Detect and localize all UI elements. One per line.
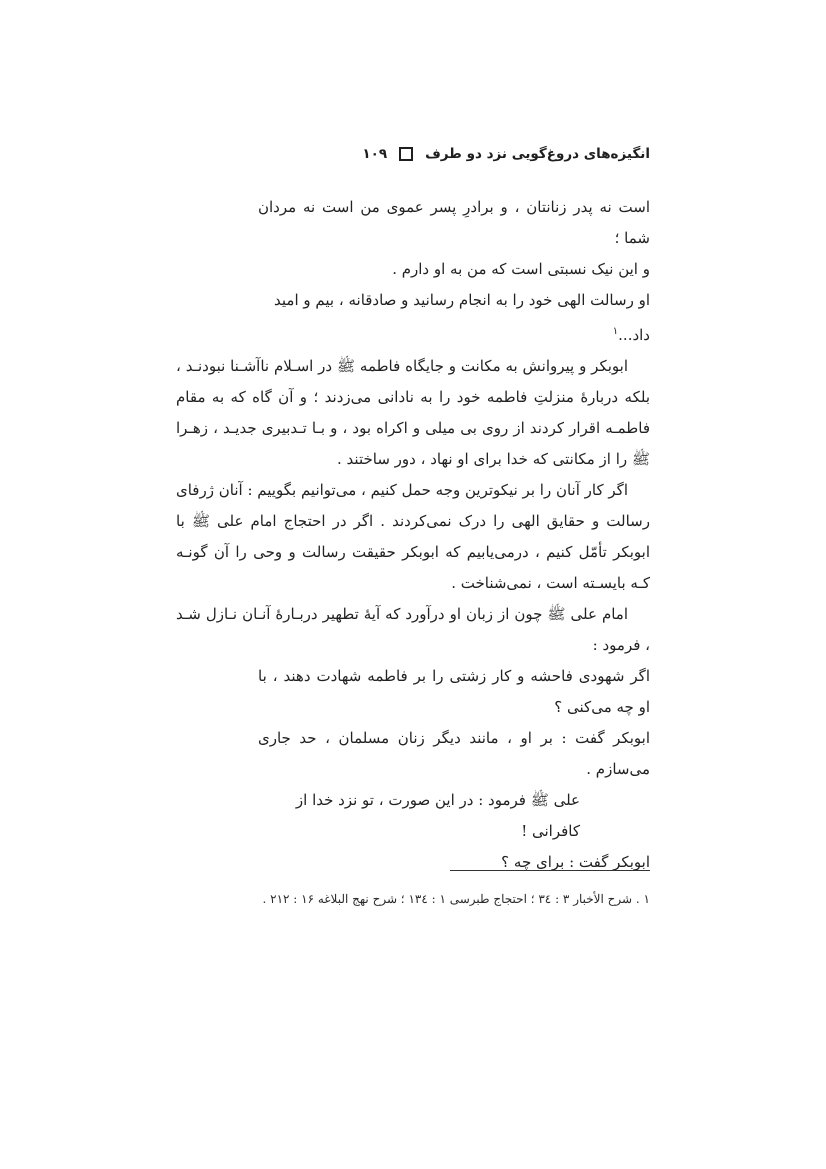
quote-block-1 [258, 192, 650, 351]
paragraph: ابوبکر و پیروانش به مکانت و جایگاه فاطمه ﷺ در اسـلام ناآشـنا نبودنـد ، بلکه دربارۀ منزلتِ فاطمه خود را به نادانی می‌زدند ؛ و آن گاه که به مقام فاطمـه اقرار کردند از روی بی میلی و اکراه بود ، و بـا تـدبیری جدیـد ، زهـرا ﷺ را از مکانتی که خدا برای او نهاد ، دور ساختند . [176, 357, 650, 468]
paragraph: امام علی ﷺ چون از زبان او درآورد که آیۀ تطهیر دربـارۀ آنـان نـازل شـد ، فرمود : [176, 605, 650, 654]
quote-block-2 [258, 661, 650, 878]
page-header [176, 146, 650, 162]
quote-line: ابوبکر گفت : بر او ، مانند دیگر زنان مسلمان ، حد جاری می‌سازم . [258, 729, 650, 778]
quote-line: ابوبکر گفت : برای چه ؟ [501, 853, 650, 871]
paragraph: اگر کار آنان را بر نیکوترین وجه حمل کنیم ، می‌توانیم بگوییم : آنان ژرفای رسالت و حقایق الهی را درک نمی‌کردند . اگر در احتجاج امام علی ﷺ با ابوبکر تأمّل کنیم ، درمی‌یابیم که ابوبکر حقیقت رسالت و وحی را آن گونـه کـه بایسـته است ، نمی‌شناخت . [176, 481, 650, 592]
quote-line: و این نیک نسبتی است که من به او دارم . [392, 260, 650, 278]
quote-line: او رسالت الهی خود را به انجام رسانید و صادقانه ، بیم و امید [274, 291, 650, 309]
quote-line-text: داد... [618, 326, 650, 344]
page-number: ۱۰۹ [362, 146, 388, 162]
quote-line: علی ﷺ فرمود : در این صورت ، تو نزد خدا از کافرانی ! [295, 791, 580, 840]
page-body [176, 192, 650, 878]
footnote-marker: ۱ [612, 326, 619, 337]
quote-line: اگر شهودی فاحشه و کار زشتی را بر فاطمه شهادت دهند ، با او چه می‌کنی ؟ [258, 667, 650, 716]
quote-line: است نه پدر زنانتان ، و برادرِ پسر عموی من است نه مردان شما ؛ [258, 198, 650, 247]
square-ornament-icon [399, 147, 413, 161]
footnote: ۱ . شرح الأخبار ۳ : ۳٤ ؛ احتجاج طبرسی ۱ : ۱۳٤ ؛ شرح نهج البلاغه ۱۶ : ۲۱۲ . [262, 892, 650, 906]
footnote-divider [450, 870, 650, 871]
header-title: انگیزه‌های دروغ‌گویی نزد دو طرف [425, 146, 650, 162]
quote-line-last [258, 316, 650, 351]
